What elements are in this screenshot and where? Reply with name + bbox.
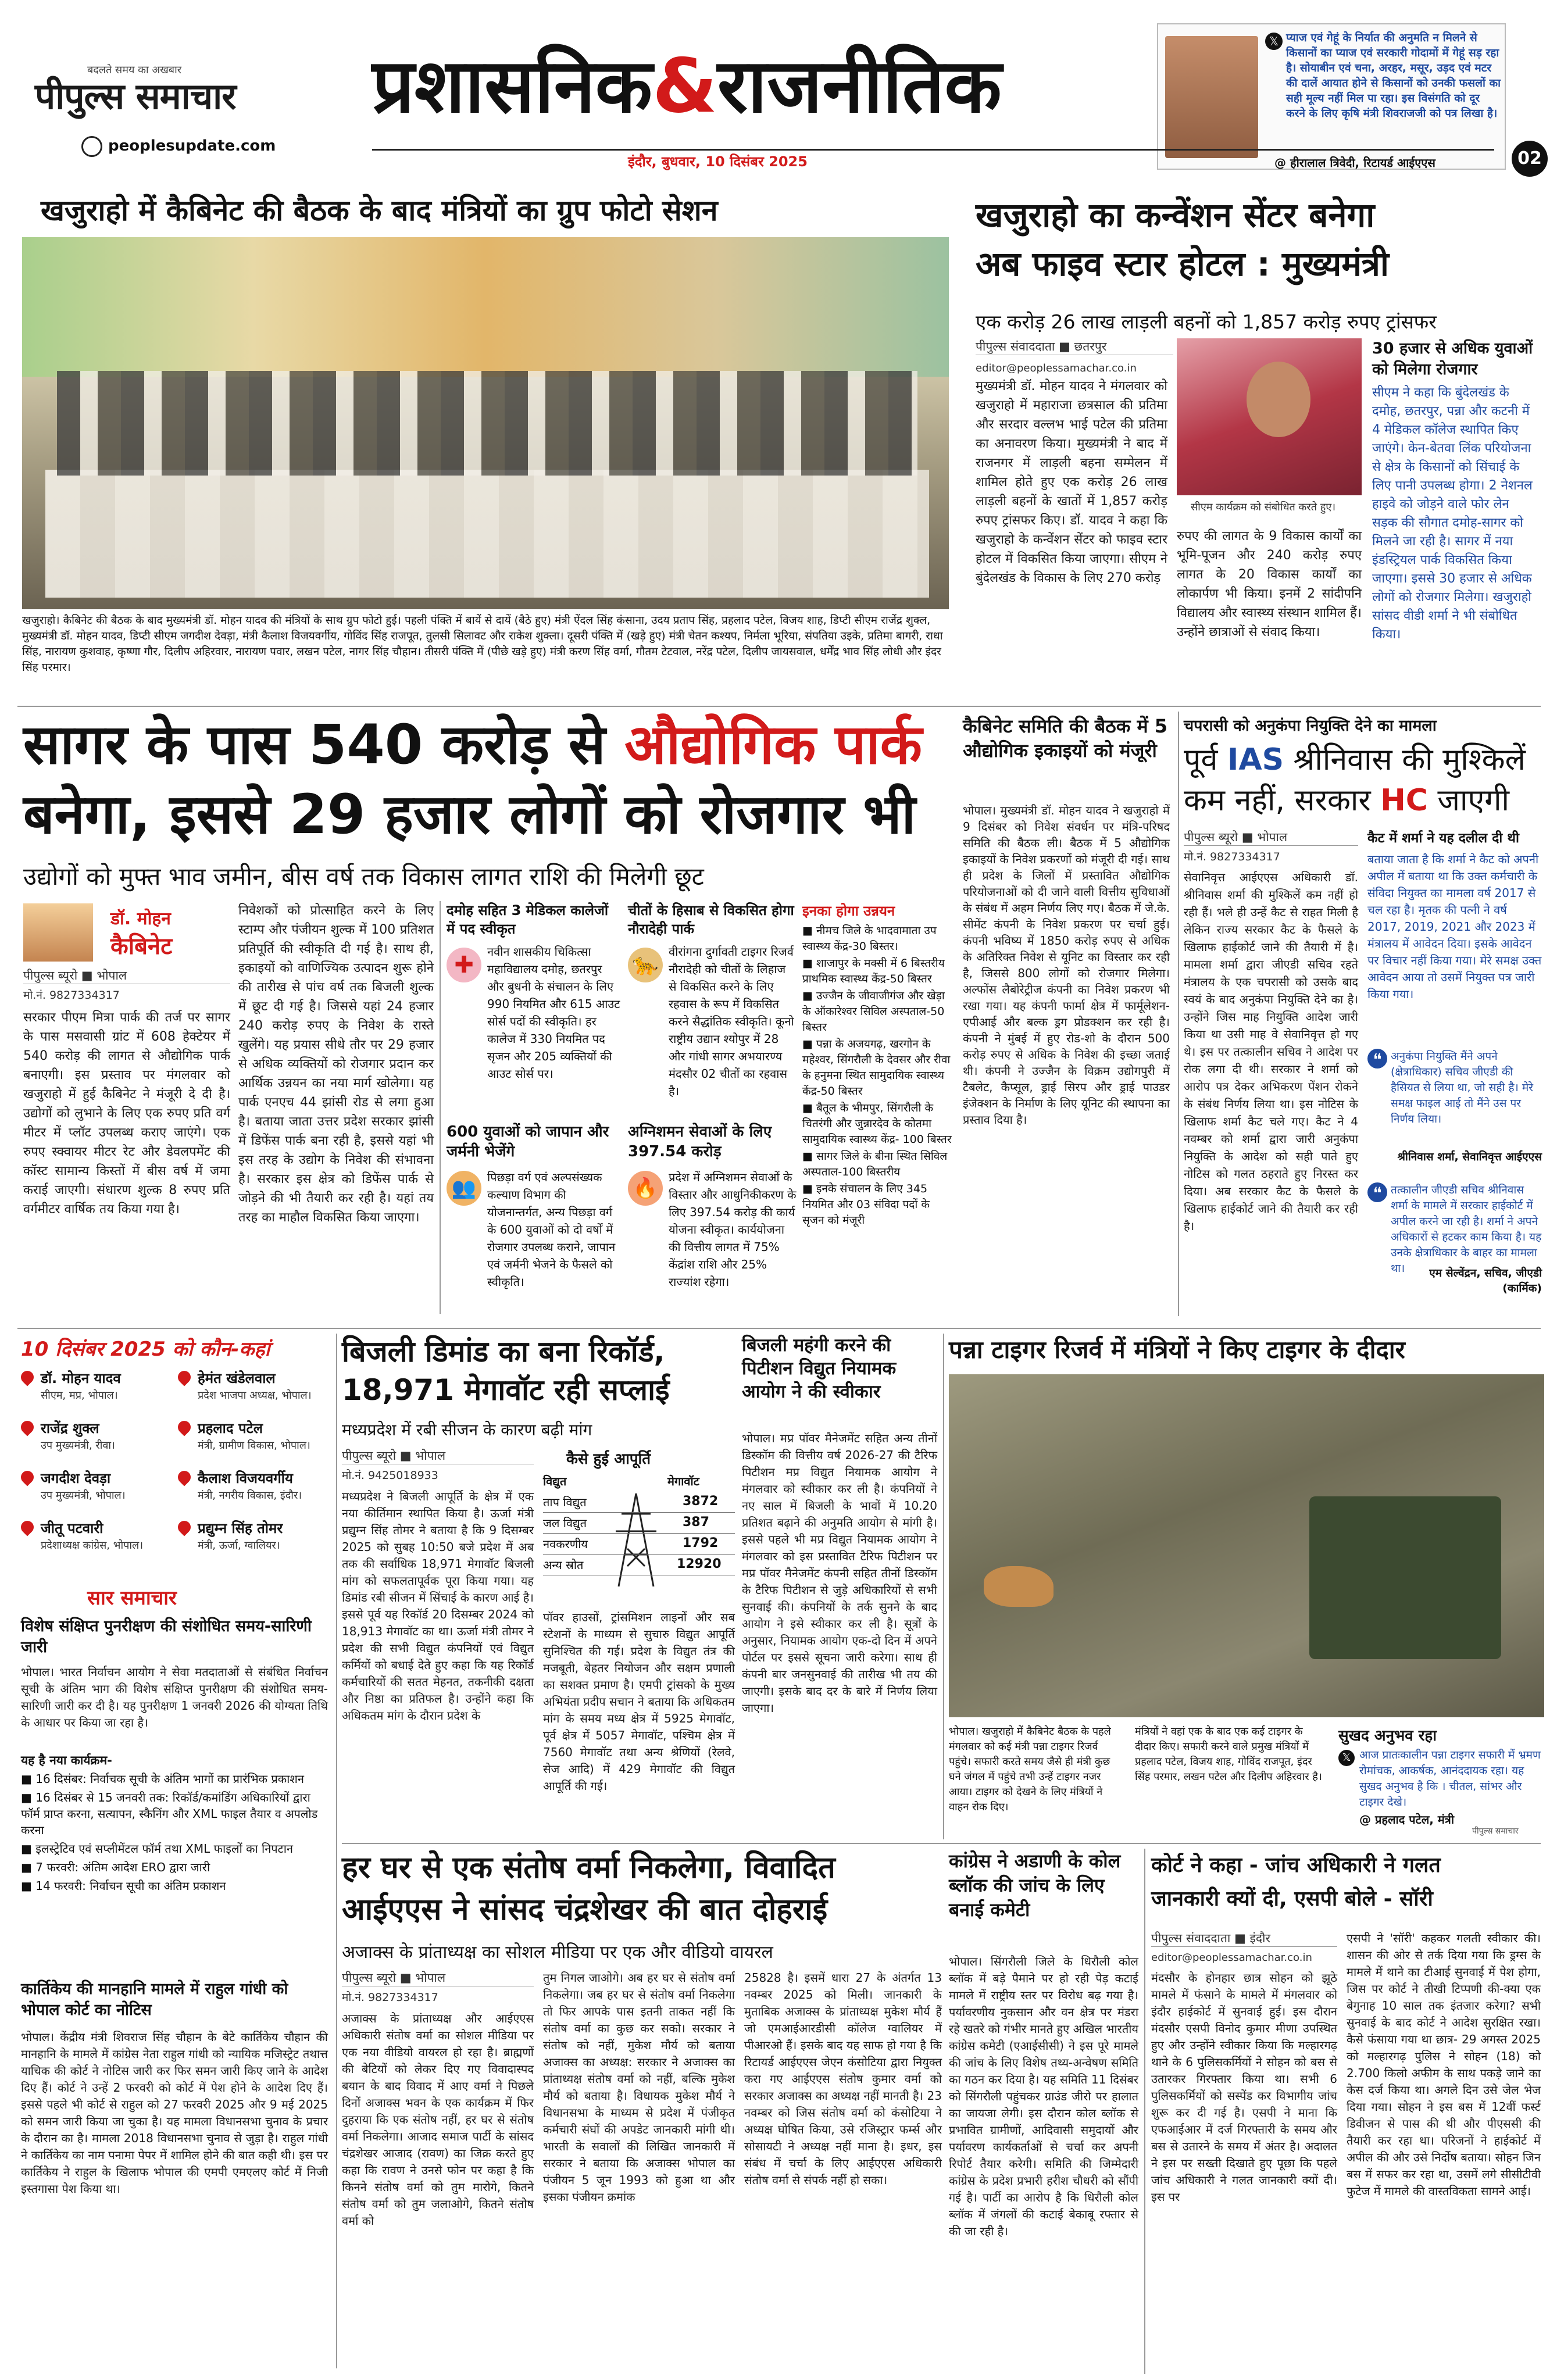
ias-quote-2-text: तत्कालीन जीएडी सचिव श्रीनिवास शर्मा के मामले में सरकार हाईकोर्ट में अपील करने जा रही है। शर्मा ने अपने अधिकारों से हटकर काम किया है। यह उनके क्षेत्राधिकार के बाहर का मामला था। <box>1391 1184 1542 1275</box>
santosh-phone: मो.नं. 9827334317 <box>342 1991 438 2004</box>
fire-icon: 🔥 <box>628 1171 663 1206</box>
tiger-source: पीपुल्स समाचार <box>1472 1827 1519 1836</box>
list-item: ■ इलस्ट्रेटिव एवं सप्लीमेंटल फॉर्म तथा XML फाइलों का निपटान <box>21 1842 294 1856</box>
santosh-subhead: अजाक्स के प्रांताध्यक्ष का सोशल मीडिया पर एक और वीडियो वायरल <box>342 1942 773 1963</box>
medical-icon: ✚ <box>447 948 481 982</box>
power-phone: मो.नं. 9425018933 <box>342 1469 438 1482</box>
santosh-headline-1: हर घर से एक संतोष वर्मा निकलेगा, विवादित <box>342 1850 835 1885</box>
saar-item-2-head: कार्तिकेय की मानहानि मामले में राहुल गांधी को भोपाल कोर्ट का नोटिस <box>21 1980 288 2019</box>
box-youth <box>447 1122 621 1314</box>
tiger-caption-1: भोपाल। खजुराहो में कैबिनेट बैठक के पहले मंगलवार को कई मंत्री पन्ना टाइगर रिजर्व पहुंचे। सफारी करते समय जैसे ही मंत्री कुछ घने जंगल में पहुंचे तभी उन्हें टाइगर नजर आया। टाइगर को देखने के लिए मंत्रियों ने वाहन रोक दिए। <box>949 1725 1111 1813</box>
court-byline: पीपुल्स संवाददाता ■ इंदौर <box>1151 1930 1337 1947</box>
box-cheetah-body: वीरांगना दुर्गावती टाइगर रिजर्व नौरादेही को चीतों के लिहाज से विकसित करने के लिए रहवास के रूप में विकसित करने सैद्धांतिक स्वीकृति। कूनो राष्ट्रीय उद्यान श्योपुर में 28 और गांधी सागर अभयारण्य मंदसौर 02 चीतों का रहवास है। <box>669 945 794 1098</box>
power-body-1: मध्यप्रदेश ने बिजली आपूर्ति के क्षेत्र में एक नया कीर्तिमान स्थापित किया है। ऊर्जा मंत्री प्रद्युम्न सिंह तोमर ने बताया है कि 9 दिसम्बर 2025 को सुबह 10:50 बजे प्रदेश में अब तक की सर्वाधिक 18,971 मेगावॉट बिजली मांग को सफलतापूर्वक पूरा किया गया। यह डिमांड रबी सीजन में सिंचाई के कारण आई है। इससे पूर्व यह रिकॉर्ड 20 दिसम्बर 2024 को 18,913 मेगावॉट का था। ऊर्जा मंत्री तोमर ने प्रदेश की सभी विद्युत कंपनियों एवं विद्युत कर्मियों को बधाई देते हुए कहा कि यह रिकॉर्ड कर्मचारियों की सतत मेहनत, तकनीकी दक्षता और निष्ठा का प्रतिफल है। उन्होंने कहा कि अधिकतम मांग के दौरान प्रदेश के <box>342 1489 534 1723</box>
convention-story <box>965 186 1541 703</box>
convention-body-1: मुख्यमंत्री डॉ. मोहन यादव ने मंगलवार को खजुराहो में महाराजा छत्रसाल की प्रतिमा और सरदार वल्लभ भाई पटेल की प्रतिमा का अनावरण किया। मुख्यमंत्री ने बाद में राजनगर में लाड़ली बहना सम्मेलन में शामिल होते हुए एक करोड़ 26 लाख लाड़ली बहनों के खातों में 1,857 करोड़ रुपए ट्रांसफर किए। डॉ. यादव ने कहा कि खजुराहो के कन्वेंशन सेंटर को फाइव स्टार होटल में विकसित किया जाएगा। सीएम ने बुंदेलखंड के विकास के लिए 270 करोड़ <box>976 379 1167 585</box>
industrial-phone: मो.नं. 9827334317 <box>23 989 120 1002</box>
ias-kicker: चपरासी को अनुकंपा नियुक्ति देने का मामला <box>1184 717 1437 735</box>
photo-story-headline <box>41 190 717 229</box>
industrial-story <box>17 712 954 1322</box>
saar-item-2-body: भोपाल। केंद्रीय मंत्री शिवराज सिंह चौहान के बेटे कार्तिकेय चौहान की मानहानि के मामले में कांग्रेस नेता राहुल गांधी को न्यायिक मजिस्ट्रेट तथात्त याचिक की कोर्ट ने नोटिस जारी कर फिर समन जारी किए जाने के आदेश दिए हैं। कोर्ट ने उन्हें 2 फरवरी को कोर्ट में पेश होने के आदेश दिए हैं। इससे पहले भी कोर्ट से राहुल को 27 फरवरी 2025 और 9 मई 2025 को समन जारी किया जा चुका है। यह मामला विधानसभा चुनाव के प्रचार के दौरान का है। मामला 2018 विधानसभा चुनाव से जुड़ा है। राहुल गांधी ने कार्तिकेय का नाम पनामा पेपर में शामिल होने की बात कही थी। इस पर कार्तिकेय ने राहुल के खिलाफ भोपाल की एमपी एमएलए कोर्ट में निजी इस्तगासा पेश किया था। <box>21 2030 328 2196</box>
cabinet-units-headline: कैबिनेट समिति की बैठक में 5 औद्योगिक इकाइयों को मंजूरी <box>963 715 1168 762</box>
saar-item-1-body: भोपाल। भारत निर्वाचन आयोग ने सेवा मतदाताओं से संबंधित निर्वाचन सूची के अंतिम भाग की विशेष संक्षिप्त पुनरीक्षण की संशोधित समय-सारिणी जारी कर दी है। यह पुनरीक्षण 1 जनवरी 2026 की योग्यता तिथि के आधार पर किया जा रहा है। <box>21 1665 328 1729</box>
section-amp: & <box>652 43 717 130</box>
industrial-label <box>23 903 230 960</box>
industrial-headline-1 <box>23 712 922 779</box>
box-youth-body: पिछड़ा वर्ग एवं अल्पसंख्यक कल्याण विभाग की योजनान्तर्गत, अन्य पिछड़ा वर्ग के 600 युवाओं को दो वर्षों में रोजगार उपलब्ध कराने, जापान एवं जर्मनी भेजने के फैसले को स्वीकृति। <box>487 1170 616 1289</box>
industrial-headline-highlight: औद्योगिक पार्क <box>624 713 922 777</box>
dateline-bar <box>372 149 1494 170</box>
mohan-photo <box>23 903 93 962</box>
box-youth-head: 600 युवाओं को जापान और जर्मनी भेजेंगे <box>447 1123 609 1160</box>
globe-icon <box>81 136 102 157</box>
upgrade-head: इनका होगा उन्नयन <box>802 903 895 919</box>
photo-caption: खजुराहो। कैबिनेट की बैठक के बाद मुख्यमंत्री डॉ. मोहन यादव की मंत्रियों के साथ ग्रुप फोटो हुई। पहली पंक्ति में बायें से दायें (बैठे हुए) मंत्री ऐंदल सिंह कंसाना, उदय प्रताप सिंह, प्रहलाद पटेल, विजय शाह, डिप्टी सीएम राजेंद्र शुक्ल, मुख्यमंत्री डॉ. मोहन यादव, डिप्टी सीएम जगदीश देवड़ा, मंत्री कैलाश विजयवर्गीय, गोविंद सिंह राजपूत, तुलसी सिलावट और राकेश शुक्ला। दूसरी पंक्ति में (खड़े हुए) मंत्री चेतन कश्यप, निर्मला भूरिया, संपतिया उइके, प्रतिमा बागरी, राधा सिंह, नारायण कुशवाह, कृष्णा गौर, दिलीप अहिरवार, नारायण पवार, लखन पटेल, नागर सिंह चौहान। तीसरी पंक्ति में (पीछे खड़े हुए) मंत्री करण सिंह वर्मा, गौतम टेटवाल, नरेंद्र पटेल, दिलीप जायसवाल, धर्मेंद्र भाव सिंह लोधी और इंदर सिंह परमार। <box>22 614 943 674</box>
group-photo <box>22 237 949 609</box>
santosh-col-3: 25828 है। इसमें धारा 27 के अंतर्गत 13 नवम्बर 2025 को मिली। जानकारी के मुताबिक अजाक्स के प्रांताध्यक्ष मुकेश मौर्य हैं जो एमआईआरडीसी कॉलेज ग्वालियर में पीआरओ हैं। इसके बाद यह साफ हो गया है कि रिटायर्ड आईएएस जेएन कंसोटिया द्वारा नियुक्त करा गए आईएएस संतोष कुमार वर्मा को सरकार अजाक्स का अध्यक्ष नहीं मानती है। 23 नवम्बर को जिस संतोष वर्मा को कंसोटिया ने अध्यक्ष घोषित किया, उसे रजिस्ट्रार फर्म्स और सोसायटी ने अध्यक्ष नहीं माना है। इधर, इस संबंध में चर्चा के लिए आईएएस अधिकारी संतोष वर्मा से संपर्क नहीं हो सका। <box>744 1971 942 2187</box>
box-fire-head: अग्निशमन सेवाओं के लिए 397.54 करोड़ <box>628 1123 772 1160</box>
box-medical-body: नवीन शासकीय चिकित्सा महाविद्यालय दमोह, छतरपुर और बुधनी के संचालन के लिए 990 नियमित और 615 आउट सोर्स पदों की स्वीकृति। हर कालेज में 330 नियमित पद सृजन और 205 व्यक्तियों की आउट सोर्स पर। <box>487 945 620 1081</box>
x-icon: 𝕏 <box>1338 1750 1355 1766</box>
list-item: ■ नीमच जिले के भादवामाता उप स्वास्थ्य केंद्र-30 बिस्तर। <box>802 924 937 953</box>
list-item: प्रहलाद पटेल मंत्री, ग्रामीण विकास, भोपाल। <box>178 1418 329 1465</box>
paper-name: पीपुल्स समाचार <box>35 75 236 117</box>
location-pin-icon <box>175 1518 193 1536</box>
santosh-story <box>342 1849 958 2374</box>
front-row <box>45 470 929 598</box>
list-item: ■ 16 दिसंबर से 15 जनवरी तक: रिकॉर्ड/कमांडिंग अधिकारियों द्वारा फॉर्म प्राप्त करना, सत्यापन, स्कैनिंग और XML फाइल तैयार व अपलोड करना <box>21 1791 318 1837</box>
saar-schedule-list <box>21 1771 328 1896</box>
saar-list-title: यह है नया कार्यक्रम- <box>21 1753 112 1767</box>
ias-highlight: IAS <box>1227 742 1284 777</box>
divider <box>17 1328 1541 1329</box>
list-item: जगदीश देवड़ा उप मुख्यमंत्री, भोपाल। <box>21 1468 172 1515</box>
supply-chart-head: विद्युत <box>543 1474 567 1488</box>
list-item: ■ पन्ना के अजयगढ़, खरगोन के महेश्वर, सिंगरौली के देवसर और रीवा के हनुमना स्थित सामुदायिक स्वास्थ्य केंद्र-50 बिस्तर <box>802 1038 951 1098</box>
box-medical <box>447 901 621 1081</box>
divider <box>440 901 441 1314</box>
cabinet-units-story <box>959 712 1174 1322</box>
tiger-photo <box>949 1374 1544 1717</box>
cm-photo-caption: सीएम कार्यक्रम को संबोधित करते हुए। <box>1191 501 1336 513</box>
safari-jeep <box>1309 1496 1501 1659</box>
tiger-exp-author: @ प्रहलाद पटेल, मंत्री <box>1359 1813 1455 1827</box>
power-body-2: पॉवर हाउसों, ट्रांसमिशन लाइनों और सब स्टेशनों के माध्यम से सुचारु विद्युत आपूर्ति सुनिश्चित की गई। प्रदेश के विद्युत तंत्र की मजबूती, बेहतर नियोजन और सक्षम प्रणाली का सशक्त प्रमाण है। एमपी ट्रांसको के मुख्य अभियंता प्रदीप सचान ने बताया कि अधिकतम मांग के समय मध्य क्षेत्र में 5925 मेगावॉट, पूर्व क्षेत्र में 5057 मेगावॉट, पश्चिम क्षेत्र में 7560 मेगावॉट तथा अन्य श्रेणियों (रेलवे, सेज आदि) में 429 मेगावॉट की विद्युत आपूर्ति की गई। <box>543 1610 735 1793</box>
section-title-b: राजनीतिक <box>717 43 1002 130</box>
power-story <box>342 1334 737 1839</box>
dateline: इंदौर, बुधवार, 10 दिसंबर 2025 <box>628 153 808 170</box>
location-pin-icon <box>175 1368 193 1386</box>
box-fire <box>628 1122 797 1314</box>
location-pin-icon <box>175 1468 193 1486</box>
court-story <box>1151 1849 1544 2374</box>
list-item: ■ 16 दिसंबर: निर्वाचक सूची के अंतिम भागों का प्रारंभिक प्रकाशन <box>21 1772 304 1786</box>
list-item: हेमंत खंडेलवाल प्रदेश भाजपा अध्यक्ष, भोपाल। <box>178 1368 329 1415</box>
label-sub: कैबिनेट <box>110 933 173 960</box>
list-item: ■ इनके संचालन के लिए 345 नियमित और 03 संविदा पदों के सृजन को मंजूरी <box>802 1182 930 1227</box>
list-item: ■ शाजापुर के मक्सी में 6 बिस्तरीय प्राथमिक स्वास्थ्य केंद्र-50 बिस्तर <box>802 957 945 985</box>
ias-headline-2: कम नहीं, सरकार HC जाएगी <box>1184 783 1509 818</box>
ias-byline: पीपुल्स ब्यूरो ■ भोपाल <box>1184 829 1358 846</box>
court-headline-1: कोर्ट ने कहा - जांच अधिकारी ने गलत <box>1151 1853 1441 1877</box>
label-name: डॉ. मोहन <box>110 909 171 929</box>
ias-quote-1-author: श्रीनिवास शर्मा, सेवानिवृत्त आईएएस <box>1397 1150 1542 1163</box>
santosh-col-2: तुम निगल जाओगे। अब हर घर से संतोष वर्मा निकलेगा। जब हर घर से संतोष वर्मा निकलेगा तो फिर आपके पास इतनी ताकत नहीं कि संतोष वर्मा का कुछ कर सको। सरकार ने संतोष को नहीं, मुकेश मौर्य को बताया अजाक्स का अध्यक्ष: सरकार ने अजाक्स का प्रांताध्यक्ष संतोष वर्मा को नहीं, बल्कि मुकेश मौर्य को बताया है। विधायक मुकेश मौर्य ने विधानसभा के माध्यम से प्रदेश में पंजीकृत कर्मचारी संघों की अपडेट जानकारी मांगी थी। भारती के सवालों की लिखित जानकारी में सरकार ने बताया कि अजाक्स भोपाल का पंजीयन 5 जून 1993 को हुआ था और इसका पंजीयन क्रमांक <box>543 1971 735 2204</box>
cheetah-icon: 🐆 <box>628 948 663 982</box>
tariff-headline: बिजली महंगी करने की पिटीशन विद्युत नियामक आयोग ने की स्वीकार <box>742 1335 897 1402</box>
supply-row: ताप विद्युत 3872 <box>543 1493 735 1513</box>
convention-subhead: एक करोड़ 26 लाख लाड़ली बहनों को 1,857 करोड़ रुपए ट्रांसफर <box>976 310 1437 333</box>
power-headline-2: 18,971 मेगावॉट रही सप्लाई <box>342 1373 670 1407</box>
tiger-caption-2: मंत्रियों ने वहां एक के बाद एक कई टाइगर के दीदार किए। सफारी करने वाले प्रमुख मंत्रियों में प्रहलाद पटेल, विजय शाह, गोविंद राजपूत, इंदर सिंह परमार, लखन पटेल और दिलीप अहिरवार है। <box>1135 1725 1322 1783</box>
convention-headline-1: खजुराहो का कन्वेंशन सेंटर बनेगा <box>976 195 1375 235</box>
list-item: ■ सागर जिले के बीना स्थित सिविल अस्पताल-100 बिस्तरीय <box>802 1150 948 1178</box>
divider <box>17 706 1541 707</box>
supply-row: अन्य स्रोत 12920 <box>543 1556 735 1575</box>
court-email: editor@peoplessamachar.co.in <box>1151 1952 1312 1964</box>
photo-story-headline-text: खजुराहो में कैबिनेट की बैठक के बाद मंत्रियों का ग्रुप फोटो सेशन <box>41 194 718 227</box>
ias-side-body: बताया जाता है कि शर्मा ने कैट को अपनी अपील में बताया था कि उक्त कर्मचारी के संविदा नियुक्त का मामला वर्ष 2017 से चल रहा है। मृतक की पत्नी ने वर्ष 2017, 2019, 2021 और 2023 में मंत्रालय में आवेदन दिया। इसके आवेदन पर विचार नहीं किया गया। मेरे समक्ष उक्त आवेदन आया तो उसमें नियुक्त पत्र जारी किया गया। <box>1367 852 1542 1001</box>
list-item: ■ 14 फरवरी: निर्वाचन सूची का अंतिम प्रकाशन <box>21 1879 226 1893</box>
tariff-story <box>742 1334 940 1839</box>
list-item: ■ उज्जैन के जीवाजीगंज और खेड़ा के ऑकारेश्वर सिविल अस्पताल-50 बिस्तर <box>802 989 945 1034</box>
tweet-author: @ हीरालाल त्रिवेदी, रिटायर्ड आईएएस <box>1274 156 1435 170</box>
list-item: ■ बैतूल के भीमपुर, सिंगरौली के चितरंगी और जुन्नारदेव के कोतमा सामुदायिक स्वास्थ्य केंद्र- 100 बिस्तर <box>802 1102 952 1146</box>
ias-quote-2-author: एम सेल्वेंद्रन, सचिव, जीएडी (कार्मिक) <box>1429 1267 1542 1295</box>
youth-icon: 👥 <box>447 1171 481 1206</box>
list-item: डॉ. मोहन यादव सीएम, मप्र, भोपाल। <box>21 1368 172 1415</box>
supply-row: जल विद्युत 387 <box>543 1514 735 1534</box>
supply-row: नवकरणीय 1792 <box>543 1535 735 1554</box>
convention-byline: पीपुल्स संवाददाता ■ छतरपुर <box>976 338 1173 355</box>
divider <box>943 1334 944 1839</box>
santosh-byline: पीपुल्स ब्यूरो ■ भोपाल <box>342 1970 534 1986</box>
photo-story <box>17 186 954 703</box>
quote-icon: ❝ <box>1367 1182 1387 1202</box>
who-where-title: 10 दिसंबर 2025 को कौन-कहां <box>21 1338 270 1361</box>
santosh-headline-2: आईएएस ने सांसद चंद्रशेखर की बात दोहराई <box>342 1892 828 1927</box>
list-item: प्रद्युम्न सिंह तोमर मंत्री, ऊर्जा, ग्वालियर। <box>178 1518 329 1565</box>
back-row <box>57 371 917 476</box>
adani-story <box>949 1849 1141 2374</box>
tiger-experience <box>1338 1724 1544 1835</box>
adani-headline: कांग्रेस ने अडाणी के कोल ब्लॉक की जांच के लिए बनाई कमेटी <box>949 1850 1121 1921</box>
convention-side-body: सीएम ने कहा कि बुंदेलखंड के दमोह, छतरपुर, पन्ना और कटनी में 4 मेडिकल कॉलेज स्थापित किए जाएंगे। केन-बेतवा लिंक परियोजना से क्षेत्र के किसानों को सिंचाई के लिए पानी उपलब्ध होगा। 2 नेशनल हाइवे को जोड़ने वाले फोर लेन सड़क की सौगात दमोह-सागर को मिलने जा रही है। सागर में नया इंडस्ट्रियल पार्क विकसित किया जाएगा। इससे 30 हजार से अधिक लोगों को रोजगार मिलेगा। खजुराहो सांसद वीडी शर्मा ने भी संबोधित किया। <box>1372 385 1533 642</box>
court-headline-2: जानकारी क्यों दी, एसपी बोले - सॉरी <box>1151 1887 1433 1911</box>
supply-chart-unit: मेगावॉट <box>667 1474 699 1488</box>
who-where-box <box>17 1334 331 1578</box>
tiger-story <box>949 1334 1544 1839</box>
tiger-figure <box>984 1566 1054 1607</box>
convention-email: editor@peoplessamachar.co.in <box>976 362 1137 374</box>
tiger-exp-body: आज प्रातःकालीन पन्ना टाइगर सफारी में भ्रमण रोमांचक, आकर्षक, आनंददायक रहा। यह सुखद अनुभव है कि । चीतल, सांभर और टाइगर देखे। <box>1359 1749 1541 1809</box>
x-icon: 𝕏 <box>1265 33 1283 50</box>
section-title <box>372 43 1002 130</box>
location-pin-icon <box>18 1468 36 1486</box>
court-col-2: एसपी ने 'सॉरी' कहकर गलती स्वीकार की। शासन की ओर से तर्क दिया गया कि ड्रग्स के मामले में थाने का टीआई सुनवाई में पेश होगा, जिस पर कोर्ट ने तीखी टिप्पणी की-क्या एक बेगुनाह 10 साल तक इंतजार करेगा? सभी सुनवाई के बाद कोर्ट ने आदेश सुरक्षित रखा। कैसे फंसाया गया था छात्र- 29 अगस्त 2025 को मल्हारगढ़ पुलिस ने सोहन (18) को 2.700 किलो अफीम के साथ पकड़े जाने का केस दर्ज किया था। अगले दिन उसे जेल भेज दिया गया। सोहन ने इस बस में 12वीं फर्स्ट डिवीजन से पास की थी और पीएससी की तैयारी कर रहा था। परिजनों ने हाईकोर्ट में अपील की और उसे निर्दोष बताया। सोहन जिन बस में सफर कर रहा था, उसमें लगे सीसीटीवी फुटेज में मामले की वास्तविकता सामने आई। <box>1347 1931 1541 2198</box>
power-byline: पीपुल्स ब्यूरो ■ भोपाल <box>342 1448 534 1464</box>
cm-photo-face <box>1247 362 1310 437</box>
ias-body: सेवानिवृत्त आईएएस अधिकारी डॉ. श्रीनिवास शर्मा की मुश्किलें कम नहीं हो रही हैं। भले ही उन्हें कैट से राहत मिली है लेकिन राज्य सरकार कैट के फैसले के खिलाफ हाईकोर्ट जाने की तैयारी में है। मामला शर्मा द्वारा जीएडी सचिव रहते मंत्रालय के एक चपरासी को उसके बाद स्वयं के बाद अनुकंपा नियुक्ति देने का है। उन्होंने जिस माह नियुक्ति आदेश जारी किया था उसी माह वे सेवानिवृत्त हो गए थे। इस पर तत्कालीन सचिव ने आदेश पर रोक लगा दी थी। सरकार ने शर्मा को आरोप पत्र देकर अभिकरण पेंशन रोकने के संबंध निर्णय लिया था। इस नोटिस के खिलाफ शर्मा कैट चले गए। कैट ने 4 नवम्बर को शर्मा द्वारा जारी अनुकंपा नियुक्ति के आदेश को सही पाते हुए नोटिस को गलत ठहराते हुए निरस्त कर दिया। अब सरकार कैट के फैसले के खिलाफ हाईकोर्ट जाने की तैयारी कर रही है। <box>1184 870 1358 1233</box>
stage-backdrop <box>22 237 949 377</box>
industrial-body-2: निवेशकों को प्रोत्साहित करने के लिए स्टाम्प और पंजीयन शुल्क में 100 प्रतिशत प्रतिपूर्ति की स्वीकृति दी गई है। साथ ही, इकाइयों को वाणिज्यिक उत्पादन शुरू होने की तारीख से पांच वर्ष तक बिजली शुल्क में छूट दी गई है। जिससे यहां 24 हजार 240 करोड़ रुपए के निवेश के रास्ते खुलेंगे। यह प्रयास सीधे तौर पर 29 हजार से अधिक व्यक्तियों को रोजगार प्रदान कर आर्थिक उन्नयन का नया मार्ग खोलेगा। यह पार्क एनएच 44 झांसी रोड से लगा हुआ है। बताया जाता उत्तर प्रदेश सरकार झांसी में डिफेंस पार्क बना रही है, इससे यहां भी इस तरह के उद्योग के निवेश की संभावना है। सरकार इस क्षेत्र को डिफेंस पार्क से जोड़ने की भी तैयारी कर रही है। यहां तय तरह का माहौल विकसित किया जाएगा। <box>238 903 434 1225</box>
list-item: जीतू पटवारी प्रदेशाध्यक्ष कांग्रेस, भोपाल। <box>21 1518 172 1565</box>
industrial-headline-2: बनेगा, इससे 29 हजार लोगों को रोजगार भी <box>23 783 916 846</box>
box-fire-body: प्रदेश में अग्निशमन सेवाओं के विस्तार और आधुनिकीकरण के लिए 397.54 करोड़ की कार्य योजना स्वीकृत। कार्ययोजना की वित्तीय लागत में 75% केंद्रांश राशि और 25% राज्यांश रहेगा। <box>669 1170 797 1289</box>
page-number: 02 <box>1512 141 1548 177</box>
hc-highlight: HC <box>1380 783 1428 818</box>
divider <box>1144 1849 1145 2374</box>
convention-headline-2: अब फाइव स्टार होटल : मुख्यमंत्री <box>976 244 1389 284</box>
tweet-box <box>1157 23 1506 170</box>
list-item: राजेंद्र शुक्ल उप मुख्यमंत्री, रीवा। <box>21 1418 172 1465</box>
divider <box>1178 712 1179 1316</box>
cabinet-units-body: भोपाल। मुख्यमंत्री डॉ. मोहन यादव ने खजुराहो में 9 दिसंबर को निवेश संवर्धन पर मंत्रि-परिषद समिति की बैठक ली। बैठक में 5 औद्योगिक इकाइयों के निवेश प्रकरणों को मंजूरी दी गई। साथ ही प्रदेश के जिलों में प्रस्तावित औद्योगिक परियोजनाओं को दी जाने वाली वित्तीय सुविधाओं के संबंध में अहम निर्णय लिए गए। बैठक में जे.के. सीमेंट कंपनी के निवेश प्रकरण पर चर्चा हुई। कंपनी भविष्य में 1850 करोड़ रुपए से अधिक के अतिरिक्त निवेश से यूनिट का विस्तार कर रही है, जिससे 800 लोगों को रोजगार मिलेगा। अल्फोंस लैबोरेट्रीज कंपनी का निवेश प्रकरण भी रखा गया। यह कंपनी फार्मा क्षेत्र में फार्मूलेशन-एपीआई और बल्क ड्रग प्रोडक्शन कर रही है। कंपनी ने मुंबई में हुए रोड-शो के दौरान 500 करोड़ रुपए से अधिक के निवेश की इच्छा जताई थी। कंपनी ने उज्जैन के विक्रम उद्योगपुरी में टैबलेट, कैप्सूल, ड्राई सिरप और ड्राई पाउडर इंजेक्शन के निर्माण के लिए यूनिट की स्थापना का प्रस्ताव दिया है। <box>963 803 1170 1127</box>
tagline: बदलते समय का अखबार <box>87 64 182 76</box>
box-cheetah <box>628 901 797 1099</box>
upgrade-box <box>802 901 954 1314</box>
tiger-exp-head: सुखद अनुभव रहा <box>1338 1727 1437 1745</box>
box-cheetah-head: चीतों के हिसाब से विकसित होगा नौरादेही पार्क <box>628 902 794 937</box>
website-link[interactable]: peoplesupdate.com <box>108 137 276 155</box>
ias-story <box>1184 712 1544 1322</box>
tariff-body: भोपाल। मप्र पॉवर मैनेजमेंट सहित अन्य तीनों डिस्कॉम की वित्तीय वर्ष 2026-27 की टैरिफ पिटीशन मप्र विद्युत नियामक आयोग ने मंगलवार को स्वीकार कर ली है। कंपनियों ने नए साल में बिजली के भावों में 10.20 प्रतिशत बढ़ाने की अनुमति आयोग से मांगी है। इससे पहले भी मप्र विद्युत नियामक आयोग ने मंगलवार को इस प्रस्तावित टैरिफ पिटीशन पर मप्र पॉवर मैनेजमेंट कंपनी सहित तीनों डिस्कॉम के टैरिफ पिटीशन से जुड़े अधिकारियों से सभी सुनवाई की। कंपनियों के तर्क सुनने के बाद आयोग ने इसे स्वीकार कर ली है। सूत्रों के अनुसार, नियामक आयोग एक-दो दिन में अपने पोर्टल पर इससे सूचना जारी करेगा। साथ ही कंपनी बार जनसुनवाई की तारीख भी तय की जाएगी। इसके बाद दर के बारे में निर्णय लिया जाएगा। <box>742 1431 937 1715</box>
box-medical-head: दमोह सहित 3 मेडिकल कालेजों में पद स्वीकृत <box>447 902 609 937</box>
location-pin-icon <box>175 1418 193 1436</box>
saar-title: सार समाचार <box>87 1586 177 1610</box>
who-where-grid <box>21 1368 328 1572</box>
location-pin-icon <box>18 1418 36 1436</box>
masthead <box>0 0 1557 174</box>
ias-headline-1: पूर्व IAS श्रीनिवास की मुश्किलें <box>1184 742 1526 777</box>
location-pin-icon <box>18 1518 36 1536</box>
paper-logo <box>35 71 236 120</box>
section-title-a: प्रशासनिक <box>372 43 653 130</box>
industrial-headline-a: सागर के पास 540 करोड़ से <box>23 713 625 777</box>
convention-body-2: रुपए की लागत के 9 विकास कार्यों का भूमि-पूजन और 240 करोड़ रुपए लागत के 20 विकास कार्यों का लोकार्पण भी किया। इनमें 2 सांदीपनि विद्यालय और स्वास्थ्य संस्थान शामिल हैं। उन्होंने छात्राओं से संवाद किया। <box>1177 529 1362 639</box>
ias-phone: मो.नं. 9827334317 <box>1184 850 1280 863</box>
saar-samachar <box>17 1584 331 2374</box>
saar-item-1-head: विशेष संक्षिप्त पुनरीक्षण की संशोधित समय-सारिणी जारी <box>21 1617 312 1656</box>
tweet-author-photo <box>1165 36 1258 158</box>
ias-quote-1-text: अनुकंपा नियुक्ति मैंने अपने (क्षेत्राधिकार) सचिव जीएडी की हैसियत से लिया था, जो सही है। मेरे समक्ष फाइल आई तो मैंने उस पर निर्णय लिया। <box>1391 1050 1533 1125</box>
divider <box>342 1843 1541 1844</box>
power-headline-1: बिजली डिमांड का बना रिकॉर्ड, <box>342 1335 665 1368</box>
industrial-body-1: सरकार पीएम मित्रा पार्क की तर्ज पर सागर के पास मसवासी ग्रांट में 608 हेक्टेयर में 540 करोड़ की लागत से औद्योगिक पार्क बनाएगी। इस प्रस्ताव पर मंगलवार को खजुराहो में हुई कैबिनेट ने मंजूरी दे दी है। उद्योगों को लुभाने के लिए एक रुपए प्रति वर्ग मीटर में प्लॉट उपलब्ध कराए जाएंगे। एक रुपए स्क्वायर मीटर रेट और डेवलपमेंट की कॉस्ट सामान्य किस्तों में बीस वर्ष में जमा कराई जाएगी। संधारण शुल्क 8 रुपए प्रति वर्गमीटर वार्षिक तय किया गया है। <box>23 1010 230 1217</box>
supply-chart <box>543 1448 735 1599</box>
tweet-text: प्याज एवं गेहूं के निर्यात की अनुमति न मिलने से किसानों का प्याज एवं सरकारी गोदामों में गेहूं सड़ रहा है। सोयाबीन एवं चना, अरहर, मसूर, उड़द एवं मटर की दालें आयात होने से किसानों को उनकी फसलों का सही मूल्य नहीं मिल पा रहा। इस विसंगति को दूर करने के लिए कृषि मंत्री शिवराजजी को पत्र लिखा है। <box>1286 31 1501 120</box>
upgrade-list <box>802 923 954 1230</box>
ias-side-head: कैट में शर्मा ने यह दलील दी थी <box>1367 831 1519 846</box>
industrial-subhead: उद्योगों को मुफ्त भाव जमीन, बीस वर्ष तक विकास लागत राशि की मिलेगी छूट <box>23 862 704 891</box>
location-pin-icon <box>18 1368 36 1386</box>
list-item: कैलाश विजयवर्गीय मंत्री, नगरीय विकास, इंदौर। <box>178 1468 329 1515</box>
convention-side-head: 30 हजार से अधिक युवाओं को मिलेगा रोजगार <box>1372 340 1533 378</box>
santosh-col-1: अजाक्स के प्रांताध्यक्ष और आईएएस अधिकारी संतोष वर्मा का सोशल मीडिया पर एक नया वीडियो वायरल हो रहा है। ब्राह्मणों की बेटियों को लेकर दिए गए विवादास्पद बयान के बाद विवाद में आए वर्मा ने पिछले दिनों अजाक्स भवन के एक कार्यक्रम में फिर दुहराया कि एक संतोष नहीं, हर घर से संतोष वर्मा निकलेगा। आजाद समाज पार्टी के सांसद चंद्रशेखर आजाद (रावण) का जिक्र करते हुए कहा कि रावण ने उनसे फोन पर कहा है कि किनने संतोष वर्मा को तुम मारोगे, कितने संतोष वर्मा को तुम जलाओगे, कितने संतोष वर्मा को <box>342 2011 534 2228</box>
court-col-1: मंदसौर के होनहार छात्र सोहन को झूठे मामले में फंसाने के मामले में मंगलवार को इंदौर हाईकोर्ट में सुनवाई हुई। इस दौरान मंदसौर एसपी विनोद कुमार मीणा उपस्थित हुए और उन्होंने स्वीकार किया कि मल्हारगढ़ थाने के 6 पुलिसकर्मियों ने सोहन को बस से उतारकर गिरफ्तार किया था। सभी 6 पुलिसकर्मियों को सस्पेंड कर विभागीय जांच शुरू कर दी गई है। एसपी ने माना कि एफआईआर में दर्ज गिरफ्तारी के समय और बस से उतारने के समय में अंतर है। अदालत ने इस पर सख्ती दिखाते हुए पूछा कि पहले जांच अधिकारी ने गलत जानकारी क्यों दी। इस पर <box>1151 1971 1337 2204</box>
cm-photo <box>1177 338 1362 495</box>
power-subhead: मध्यप्रदेश में रबी सीजन के कारण बढ़ी मांग <box>342 1420 592 1439</box>
tiger-headline: पन्ना टाइगर रिजर्व में मंत्रियों ने किए टाइगर के दीदार <box>949 1335 1405 1364</box>
adani-body: भोपाल। सिंगरौली जिले के धिरौली कोल ब्लॉक में बड़े पैमाने पर हो रही पेड़ कटाई मामले में राष्ट्रीय स्तर पर विरोध बढ़ गया है। पर्यावरणीय नुकसान और वन क्षेत्र पर मंडरा रहे खतरे को गंभीर मानते हुए अखिल भारतीय कांग्रेस कमेटी (एआईसीसी) ने इस पूरे मामले की जांच के लिए विशेष तथ्य-अन्वेषण समिति का गठन कर दिया है। यह समिति 11 दिसंबर को सिंगरौली पहुंचकर ग्राउंड जीरो पर हालात का जायजा लेगी। इस दौरान कोल ब्लॉक से प्रभावित ग्रामीणों, आदिवासी समुदायों और पर्यावरण कार्यकर्ताओं से चर्चा कर अपनी रिपोर्ट तैयार करेगी। समिति की जिम्मेदारी कांग्रेस के प्रदेश प्रभारी हरीश चौधरी को सौंपी गई है। पार्टी का आरोप है कि धिरौली कोल ब्लॉक में जंगलों की कटाई बेकाबू रफ्तार से की जा रही है। <box>949 1954 1138 2238</box>
list-item: ■ 7 फरवरी: अंतिम आदेश ERO द्वारा जारी <box>21 1860 210 1874</box>
divider <box>336 1334 337 2368</box>
industrial-byline: पीपुल्स ब्यूरो ■ भोपाल <box>23 967 230 984</box>
quote-icon: ❝ <box>1367 1049 1387 1069</box>
supply-chart-title: कैसे हुई आपूर्ति <box>566 1450 651 1468</box>
